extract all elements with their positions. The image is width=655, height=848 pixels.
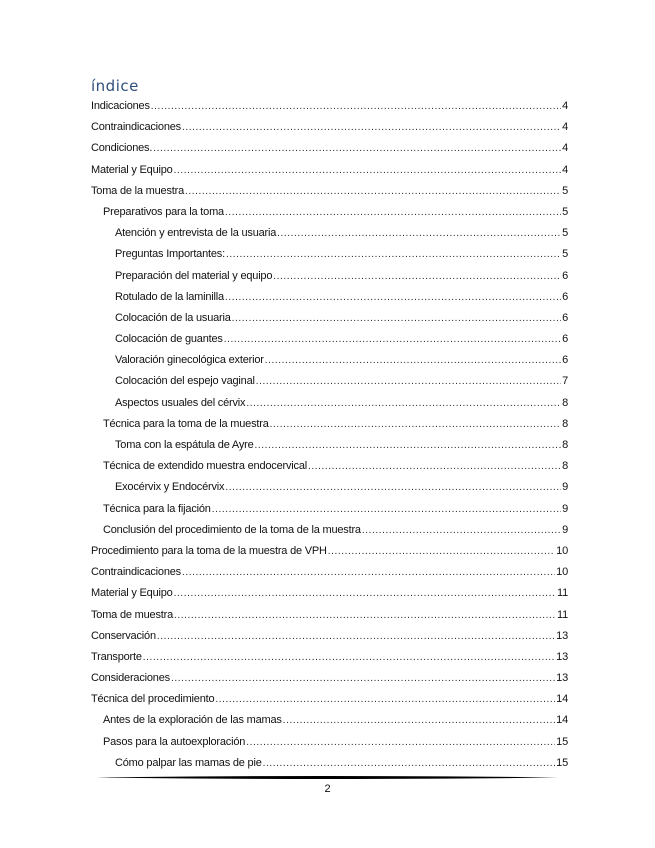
toc-leader-dots — [263, 753, 556, 774]
toc-entry-label: Técnica para la toma de la muestra — [103, 417, 269, 430]
toc-entry[interactable] — [91, 647, 568, 668]
toc-entry[interactable] — [91, 393, 568, 414]
toc-entry[interactable] — [91, 541, 568, 562]
toc-leader-dots — [246, 393, 561, 414]
toc-entry[interactable] — [91, 668, 568, 689]
toc-entry[interactable] — [91, 710, 568, 731]
toc-entry-label: Cómo palpar las mamas de pie — [115, 756, 262, 769]
toc-leader-dots — [270, 414, 561, 435]
toc-leader-dots — [225, 477, 561, 498]
toc-leader-dots — [277, 223, 561, 244]
toc-leader-dots — [157, 626, 555, 647]
toc-entry[interactable] — [91, 138, 568, 159]
toc-entry-page: 10 — [556, 566, 568, 579]
toc-entry[interactable] — [91, 689, 568, 710]
toc-entry-page: 5 — [562, 248, 568, 261]
toc-leader-dots — [225, 202, 561, 223]
toc-leader-dots — [283, 710, 555, 731]
toc-entry-label: Valoración ginecológica exterior — [115, 354, 264, 367]
toc-entry[interactable] — [91, 244, 568, 265]
toc-leader-dots — [255, 435, 561, 456]
toc-entry-page: 9 — [562, 502, 568, 515]
toc-entry-page: 6 — [562, 333, 568, 346]
toc-entry-label: Preguntas Importantes: — [115, 248, 225, 261]
toc-leader-dots — [212, 499, 561, 520]
toc-entry-page: 8 — [562, 460, 568, 473]
toc-entry-label: Indicaciones — [91, 100, 150, 112]
toc-leader-dots — [328, 541, 555, 562]
toc-entry-label: Pasos para la autoexploración — [103, 735, 246, 748]
toc-entry-label: Toma con la espátula de Ayre — [115, 439, 254, 451]
toc-entry-page: 5 — [562, 205, 568, 218]
toc-entry-label: Conservación — [91, 629, 156, 642]
toc-entry-page: 11 — [556, 608, 568, 621]
toc-entry[interactable] — [91, 477, 568, 498]
toc-entry-label: Antes de la exploración de las mamas — [103, 714, 282, 727]
toc-entry-page: 8 — [562, 417, 568, 430]
toc-entry-label: Material y Equipo — [91, 587, 173, 600]
toc-entry[interactable] — [91, 160, 568, 181]
toc-entry[interactable] — [91, 202, 568, 223]
toc-leader-dots — [224, 329, 561, 350]
toc-entry[interactable] — [91, 371, 568, 392]
toc-entry[interactable] — [91, 350, 568, 371]
toc-leader-dots — [182, 117, 561, 138]
toc-entry-label: Procedimiento para la toma de la muestra de VPH — [91, 544, 327, 557]
toc-entry[interactable] — [91, 181, 568, 202]
toc-entry-page: 9 — [562, 523, 568, 536]
toc-entry[interactable] — [91, 435, 568, 456]
toc-entry-page: 14 — [556, 714, 568, 727]
toc-entry-page: 14 — [556, 693, 568, 706]
toc-entry-label: Material y Equipo — [91, 163, 173, 176]
toc-entry[interactable] — [91, 117, 568, 138]
toc-entry[interactable] — [91, 499, 568, 520]
toc-leader-dots — [151, 96, 561, 117]
toc-entry-label: Preparación del material y equipo — [115, 269, 273, 282]
toc-entry-page: 6 — [562, 269, 568, 282]
toc-leader-dots — [226, 244, 561, 265]
toc-entry-label: Toma de muestra — [91, 608, 173, 621]
toc-entry-page: 11 — [556, 587, 568, 600]
toc-entry[interactable] — [91, 753, 568, 774]
toc-entry-label: Atención y entrevista de la usuaria — [115, 227, 277, 240]
toc-entry-label: Preparativos para la toma — [103, 205, 224, 218]
toc-entry-page: 4 — [562, 121, 568, 134]
toc-entry-label: Colocación de guantes — [115, 333, 223, 346]
toc-entry-page: 8 — [562, 439, 568, 451]
toc-title: índice — [91, 77, 139, 95]
toc-leader-dots — [174, 583, 556, 604]
table-of-contents — [91, 96, 568, 774]
toc-entry-label: Toma de la muestra — [91, 184, 184, 197]
toc-entry-page: 9 — [562, 481, 568, 494]
toc-entry-page: 6 — [562, 311, 568, 324]
toc-leader-dots — [308, 456, 561, 477]
toc-entry[interactable] — [91, 287, 568, 308]
toc-entry-page: 5 — [562, 184, 568, 197]
footer-divider — [96, 775, 558, 780]
toc-leader-dots — [232, 308, 561, 329]
toc-entry-label: Consideraciones — [91, 672, 170, 685]
toc-entry-label: Conclusión del procedimiento de la toma de la muestra — [103, 523, 361, 536]
toc-leader-dots — [182, 562, 555, 583]
toc-entry-label: Rotulado de la laminilla — [115, 290, 224, 303]
toc-entry[interactable] — [91, 308, 568, 329]
toc-entry-page: 4 — [562, 142, 568, 155]
toc-entry[interactable] — [91, 583, 568, 604]
toc-entry[interactable] — [91, 562, 568, 583]
toc-entry-page: 13 — [556, 672, 568, 685]
toc-leader-dots — [265, 350, 561, 371]
toc-entry-page: 7 — [562, 375, 568, 388]
toc-entry-page: 4 — [562, 163, 568, 176]
toc-entry[interactable] — [91, 223, 568, 244]
toc-entry-label: Colocación del espejo vaginal — [115, 375, 255, 388]
toc-entry-label: Condiciones. — [91, 142, 153, 155]
toc-leader-dots — [225, 287, 561, 308]
toc-leader-dots — [174, 160, 561, 181]
toc-entry-page: 4 — [562, 100, 568, 112]
toc-entry[interactable] — [91, 96, 568, 117]
toc-entry-label: Contraindicaciones — [91, 121, 181, 134]
toc-leader-dots — [362, 520, 561, 541]
toc-entry-label: Técnica del procedimiento — [91, 693, 215, 706]
toc-leader-dots — [143, 647, 555, 668]
toc-entry[interactable] — [91, 732, 568, 753]
toc-entry-page: 15 — [556, 756, 568, 769]
toc-leader-dots — [215, 689, 555, 710]
toc-entry-page: 8 — [562, 396, 568, 409]
toc-entry[interactable] — [91, 605, 568, 626]
toc-entry-page: 6 — [562, 290, 568, 303]
toc-leader-dots — [185, 181, 561, 202]
toc-entry-page: 13 — [556, 629, 568, 642]
toc-leader-dots — [246, 732, 555, 753]
toc-leader-dots — [256, 371, 561, 392]
toc-entry-page: 15 — [556, 735, 568, 748]
page-number: 2 — [324, 783, 331, 795]
toc-leader-dots — [174, 605, 556, 626]
toc-entry-label: Aspectos usuales del cérvix — [115, 396, 246, 409]
toc-entry-page: 6 — [562, 354, 568, 367]
toc-entry[interactable] — [91, 266, 568, 287]
toc-leader-dots — [171, 668, 555, 689]
toc-entry[interactable] — [91, 626, 568, 647]
toc-leader-dots — [273, 266, 561, 287]
toc-entry-label: Colocación de la usuaria — [115, 311, 231, 324]
toc-entry-label: Técnica de extendido muestra endocervical — [103, 460, 307, 473]
toc-entry-label: Transporte — [91, 650, 142, 663]
toc-leader-dots — [153, 138, 561, 159]
toc-entry[interactable] — [91, 414, 568, 435]
toc-entry[interactable] — [91, 329, 568, 350]
toc-entry-page: 10 — [556, 544, 568, 557]
toc-entry-page: 13 — [556, 650, 568, 663]
toc-entry-label: Exocérvix y Endocérvix — [115, 481, 225, 494]
toc-entry[interactable] — [91, 456, 568, 477]
toc-entry-label: Técnica para la fijación — [103, 502, 211, 515]
toc-entry-page: 5 — [562, 227, 568, 240]
toc-entry[interactable] — [91, 520, 568, 541]
toc-entry-label: Contraindicaciones — [91, 566, 181, 579]
